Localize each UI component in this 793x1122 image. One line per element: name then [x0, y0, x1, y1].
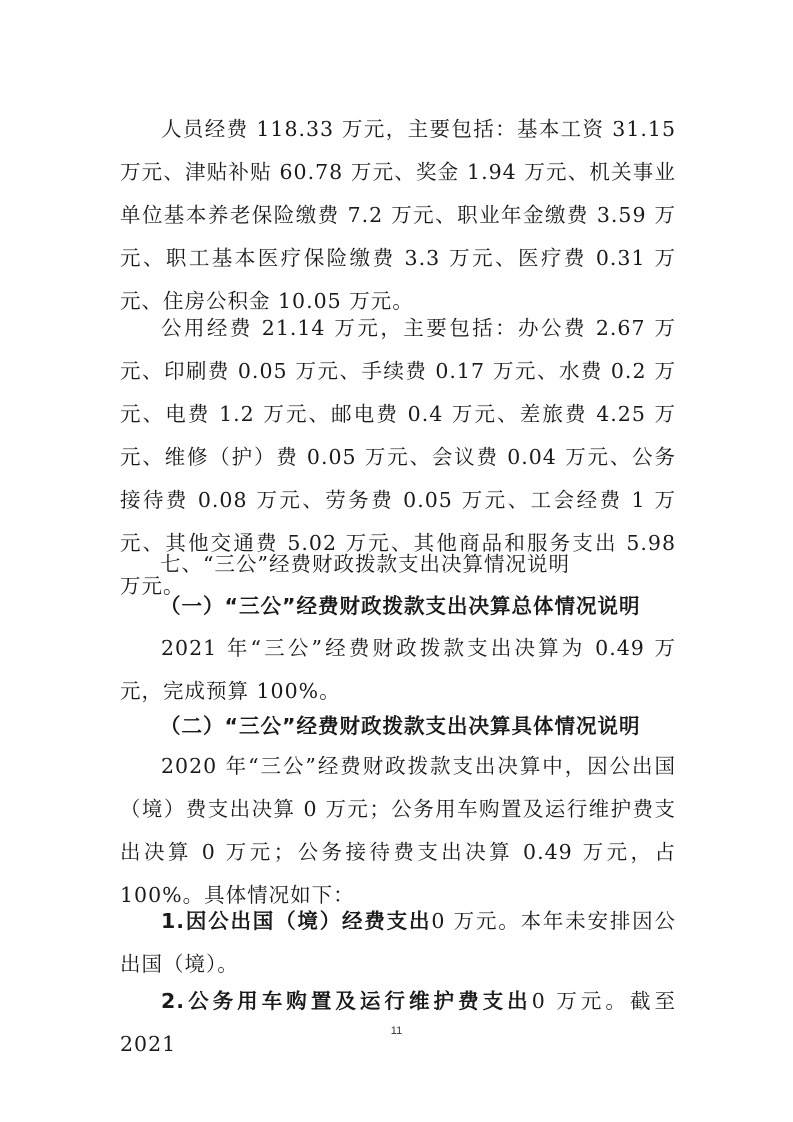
- subsection-2-heading: （二）“三公”经费财政拨款支出决算具体情况说明: [160, 714, 641, 738]
- item-2-label: 2.公务用车购置及运行维护费支出: [161, 989, 532, 1013]
- personnel-expense-paragraph: 人员经费 118.33 万元，主要包括：基本工资 31.15 万元、津贴补贴 60.78 万元、奖金 1.94 万元、机关事业单位基本养老保险缴费 7.2 万元、职业年金缴费 3.59 万元、职工基本医疗保险缴费 3.3 万元、医疗费 0.31 万元、住房公积金 10.05 万元。: [120, 117, 676, 313]
- subsection-1-paragraph: 2021 年“三公”经费财政拨款支出决算为 0.49 万元，完成预算 100%。: [120, 636, 676, 703]
- item-2-text: 0 万元。截至 2021: [120, 989, 676, 1056]
- item-1-paragraph: [120, 900, 676, 986]
- section-7-heading: 七、“三公”经费财政拨款支出决算情况说明: [160, 552, 570, 576]
- item-2-paragraph: [120, 980, 676, 1066]
- page-number: 11: [390, 1025, 403, 1037]
- item-1-label: 1.因公出国（境）经费支出: [161, 909, 432, 933]
- subsection-1-heading: （一）“三公”经费财政拨款支出决算总体情况说明: [160, 594, 641, 618]
- item-1-text: 0 万元。本年未安排因公出国（境）。: [120, 909, 676, 976]
- public-expense-paragraph: 公用经费 21.14 万元，主要包括：办公费 2.67 万元、印刷费 0.05 万元、手续费 0.17 万元、水费 0.2 万元、电费 1.2 万元、邮电费 0.4 万元、差旅费 4.25 万元、维修（护）费 0.05 万元、会议费 0.04 万元、公务接待费 0.08 万元、劳务费 0.05 万元、工会经费 1 万元、其他交通费 5.02 万元、其他商品和服务支出 5.98 万元。: [120, 316, 676, 598]
- subsection-2-paragraph: 2020 年“三公”经费财政拨款支出决算中，因公出国（境）费支出决算 0 万元；公务用车购置及运行维护费支出决算 0 万元；公务接待费支出决算 0.49 万元，占 100%。具体情况如下：: [120, 754, 676, 907]
